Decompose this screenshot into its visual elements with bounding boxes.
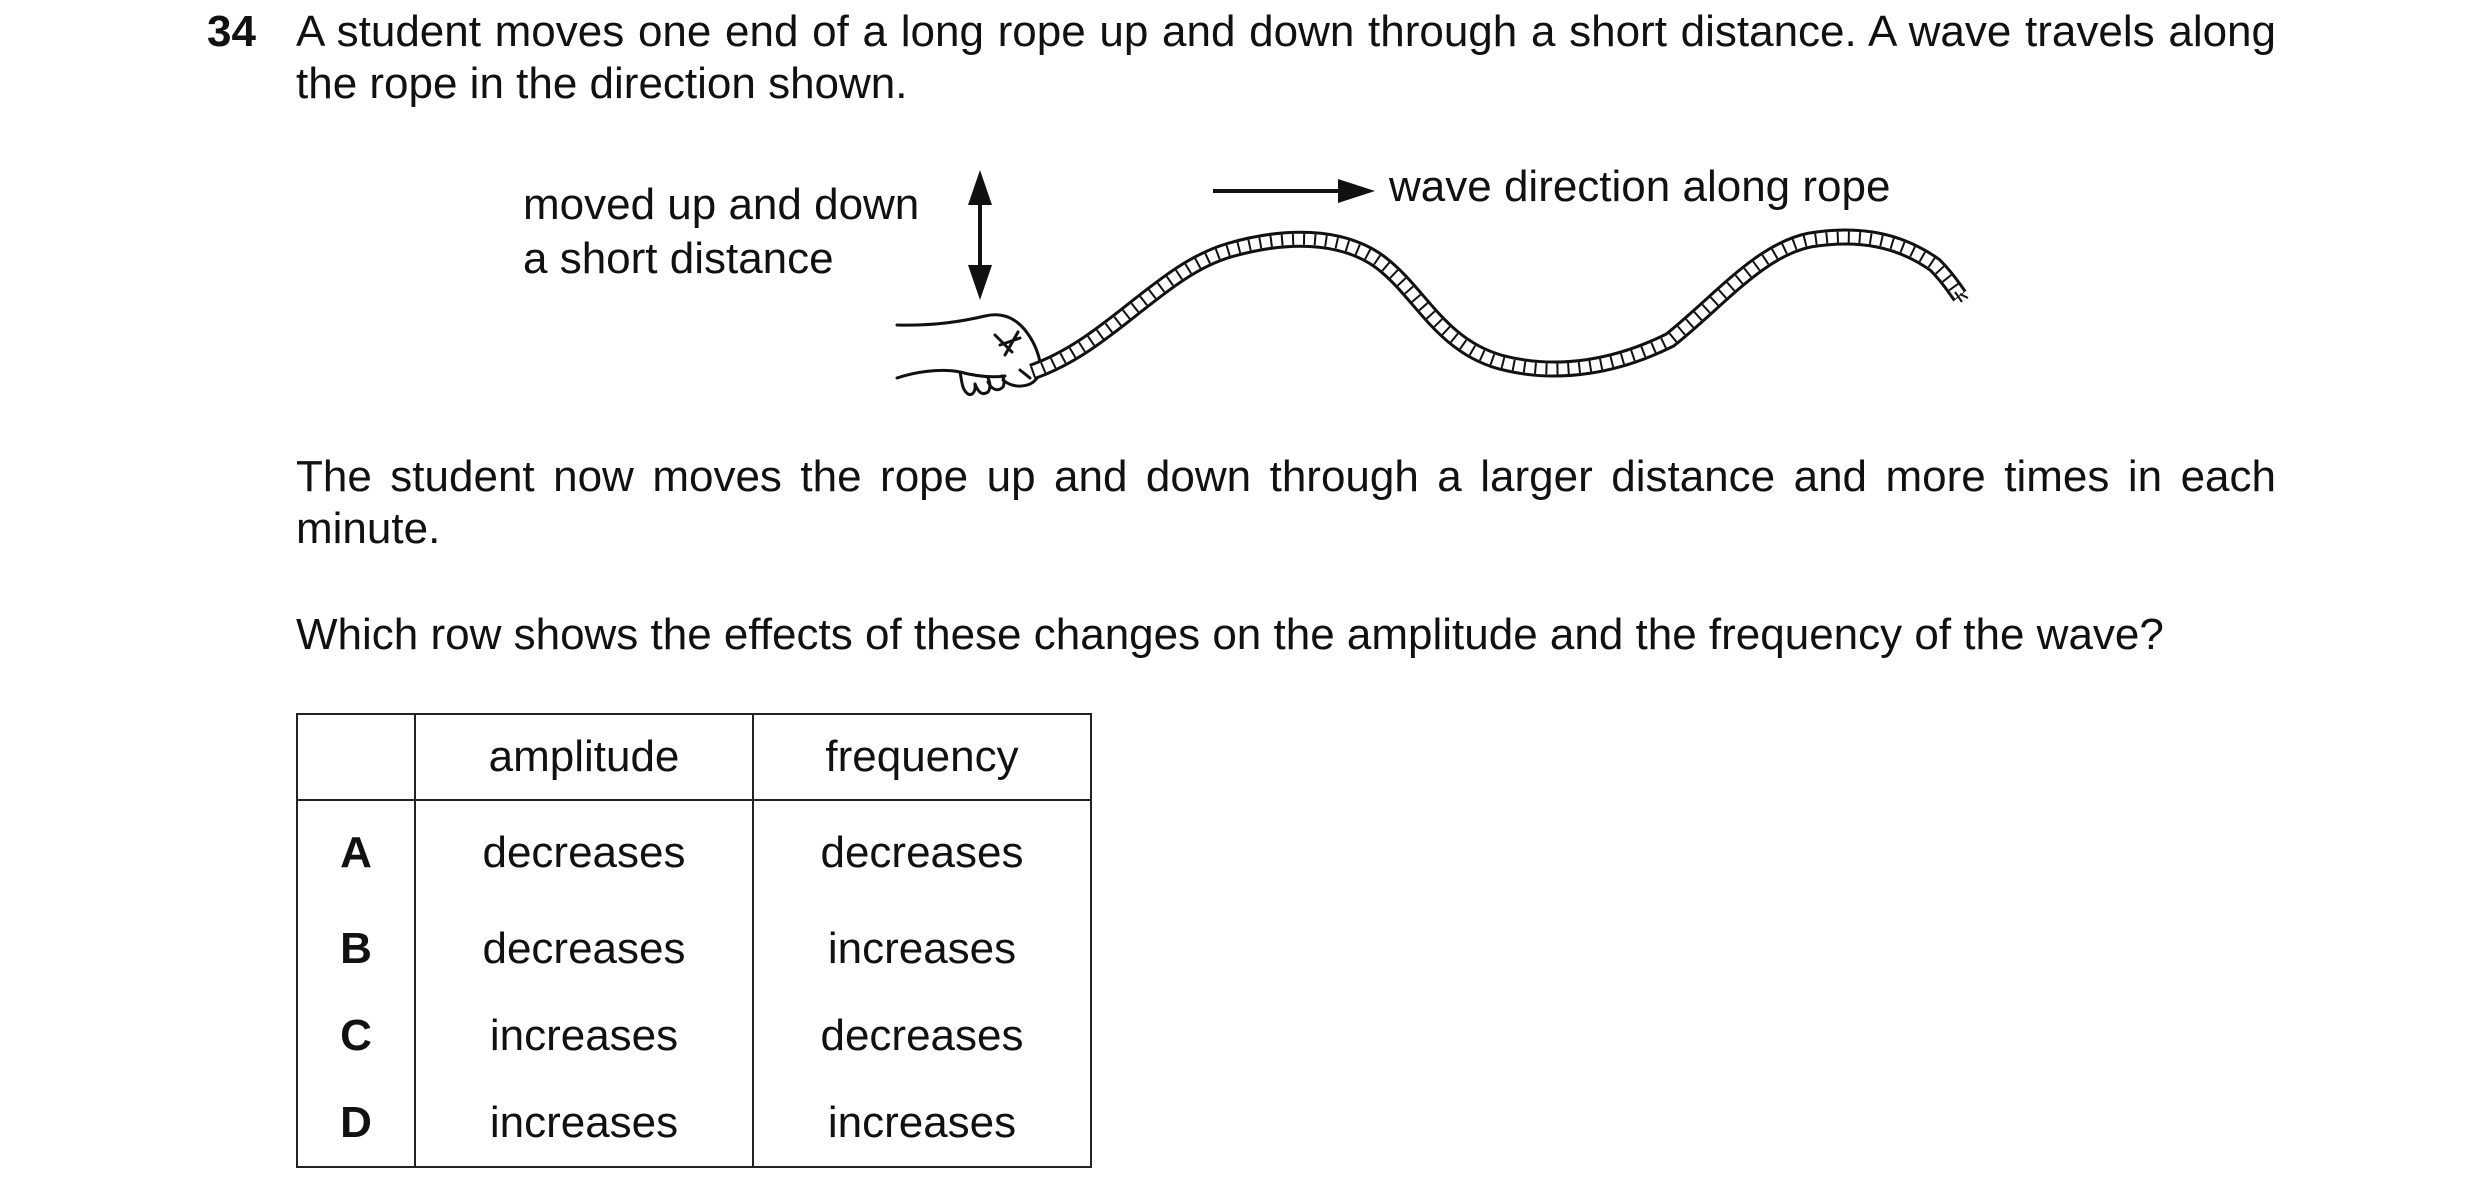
up-down-arrow-icon [968,170,992,300]
option-letter: C [297,992,415,1079]
rope-path [1032,237,1960,372]
amplitude-cell: increases [415,992,753,1079]
question-change-text: The student now moves the rope up and down through a larger distance and more times in each minute. [296,452,2276,553]
frequency-cell: decreases [753,992,1091,1079]
label-wave-direction: wave direction along rope [1389,162,1891,211]
answer-table [296,713,1092,1168]
option-letter: B [297,905,415,992]
rope-twist [1032,237,1960,372]
label-moved-up-down: moved up and down [523,180,920,229]
hand-icon [897,315,1041,395]
table-row [297,992,1091,1079]
frequency-cell: decreases [753,800,1091,905]
header-blank [297,714,415,800]
wave-direction-arrow-icon [1213,179,1375,203]
option-letter: A [297,800,415,905]
header-amplitude: amplitude [415,714,753,800]
header-frequency: frequency [753,714,1091,800]
amplitude-cell: decreases [415,800,753,905]
amplitude-cell: decreases [415,905,753,992]
rope-inner [1032,237,1960,372]
table-header-row [297,714,1091,800]
question-prompt: Which row shows the effects of these changes on the amplitude and the frequency of the wave? [296,610,2164,659]
question-number: 34 [207,7,256,56]
table-row [297,800,1091,905]
table-row [297,1079,1091,1167]
frequency-cell: increases [753,1079,1091,1167]
question-intro: A student moves one end of a long rope up and down through a short distance. A wave travels along the rope in the direction shown. [296,7,2276,108]
amplitude-cell: increases [415,1079,753,1167]
table-row [297,905,1091,992]
label-short-distance: a short distance [523,234,834,283]
frequency-cell: increases [753,905,1091,992]
option-letter: D [297,1079,415,1167]
rope-wave-diagram [0,0,2480,420]
